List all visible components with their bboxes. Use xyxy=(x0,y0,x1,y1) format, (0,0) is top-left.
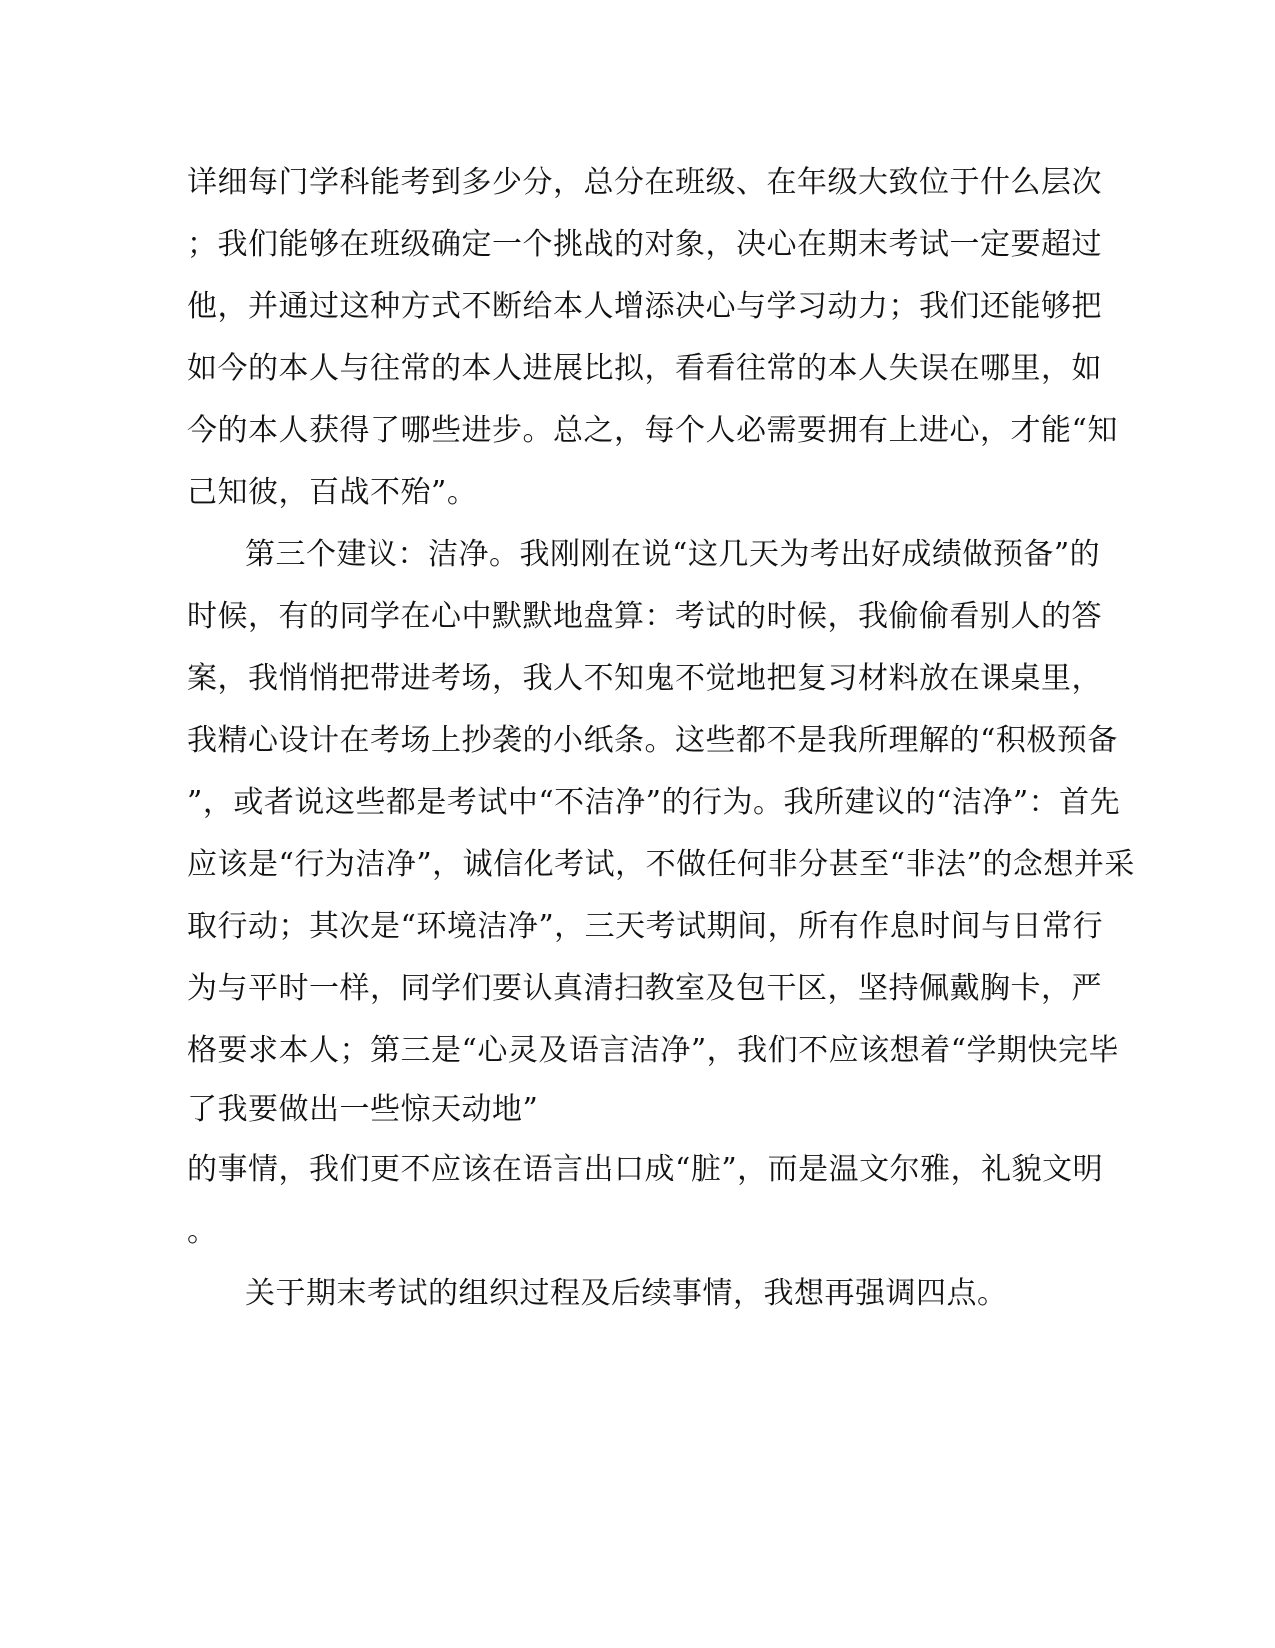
text-line: 详细每门学科能考到多少分，总分在班级、在年级大致位于什么层次 xyxy=(187,165,1102,200)
text-line: 案，我悄悄把带进考场，我人不知鬼不觉地把复习材料放在课桌里， xyxy=(187,661,1102,696)
text-line: 应该是“行为洁净”，诚信化考试，不做任何非分甚至“非法”的念想并采 xyxy=(187,847,1135,882)
text-line: 今的本人获得了哪些进步。总之，每个人必需要拥有上进心，才能“知 xyxy=(187,413,1118,448)
text-line: 格要求本人；第三是“心灵及语言洁净”，我们不应该想着“学期快完毕 xyxy=(187,1033,1120,1068)
text-line: 己知彼，百战不殆”。 xyxy=(187,475,478,510)
text-line: 时候，有的同学在心中默默地盘算：考试的时候，我偷偷看别人的答 xyxy=(187,599,1102,634)
text-line: ”，或者说这些都是考试中“不洁净”的行为。我所建议的“洁净”：首先 xyxy=(187,785,1121,820)
text-line: 。 xyxy=(187,1214,218,1249)
paragraph-start-line: 关于期末考试的组织过程及后续事情，我想再强调四点。 xyxy=(245,1276,1008,1311)
text-line: 的事情，我们更不应该在语言出口成“脏”，而是温文尔雅，礼貌文明 xyxy=(187,1152,1104,1187)
text-line: 为与平时一样，同学们要认真清扫教室及包干区，坚持佩戴胸卡，严 xyxy=(187,971,1102,1006)
text-line: 取行动；其次是“环境洁净”，三天考试期间，所有作息时间与日常行 xyxy=(187,909,1104,944)
text-line: 了我要做出一些惊天动地” xyxy=(187,1092,539,1127)
text-line: 我精心设计在考场上抄袭的小纸条。这些都不是我所理解的“积极预备 xyxy=(187,723,1118,758)
text-line: 他，并通过这种方式不断给本人增添决心与学习动力；我们还能够把 xyxy=(187,289,1102,324)
text-line: ；我们能够在班级确定一个挑战的对象，决心在期末考试一定要超过 xyxy=(187,227,1102,262)
paragraph-start-line: 第三个建议：洁净。我刚刚在说“这几天为考出好成绩做预备”的 xyxy=(245,537,1101,572)
text-line: 如今的本人与往常的本人进展比拟，看看往常的本人失误在哪里，如 xyxy=(187,351,1102,386)
